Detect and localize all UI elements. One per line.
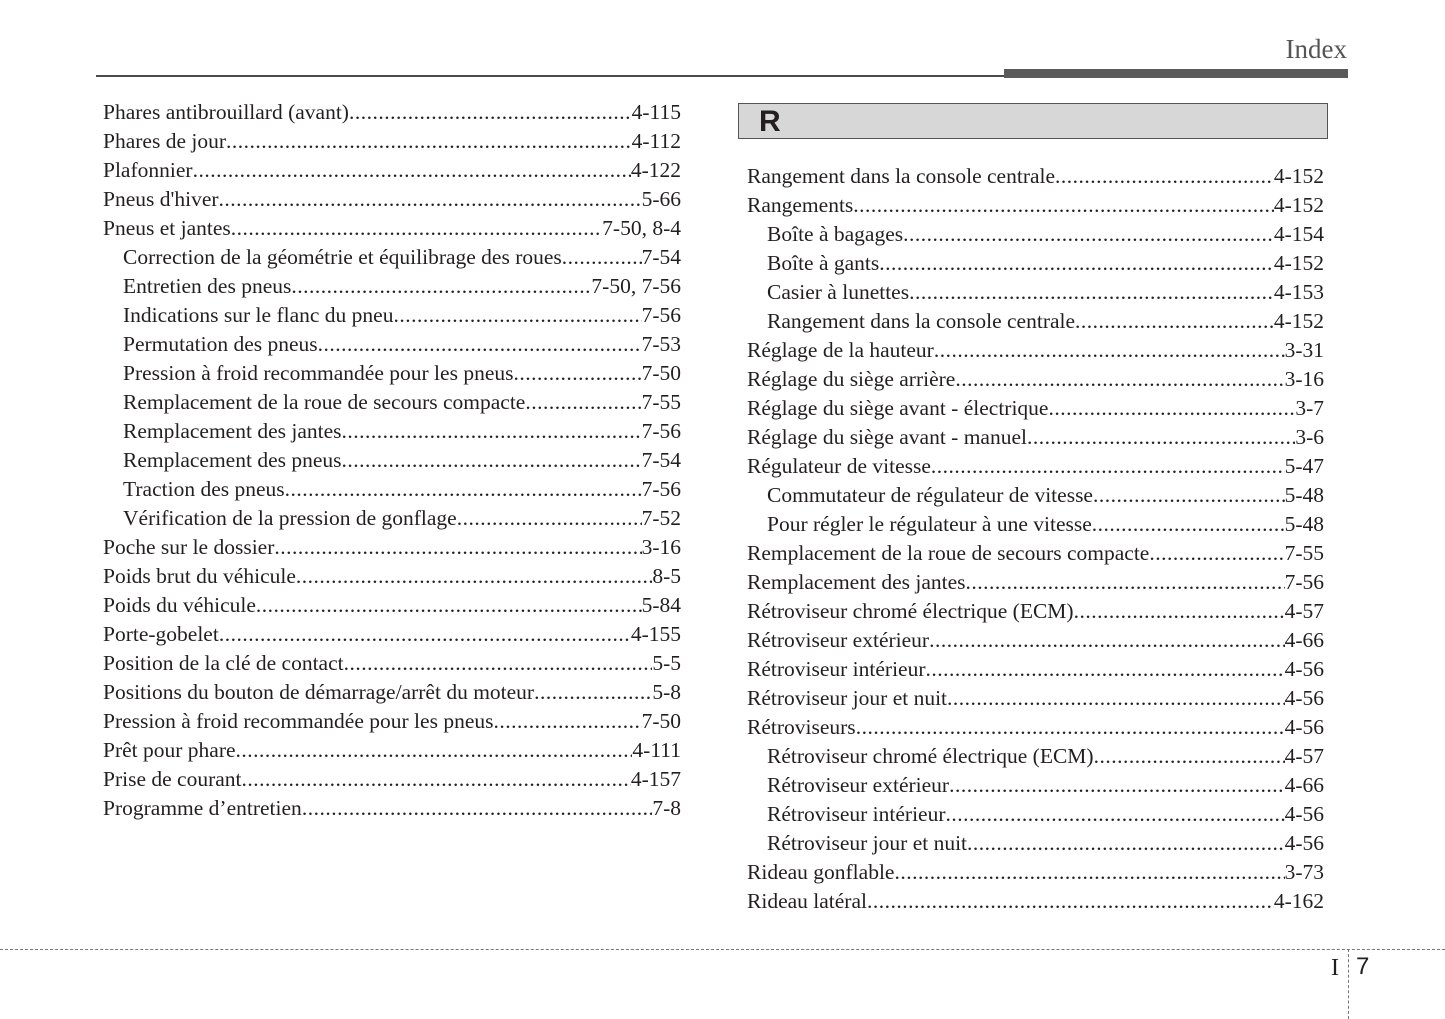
dot-leader [534,678,652,707]
index-subentry [747,481,1324,510]
entry-label: Régulateur de vitesse [747,454,931,478]
entry-label: Rangement dans la console centrale [767,309,1076,333]
dot-leader [1027,423,1295,452]
index-entry [103,736,681,765]
dot-leader [242,765,631,794]
entry-page: 5-5 [652,651,681,675]
entry-page: 4-155 [630,622,681,646]
index-entry [103,649,681,678]
entry-page: 4-111 [632,738,681,762]
entry-label: Position de la clé de contact [103,651,344,675]
index-entry [103,620,681,649]
entry-page: 4-152 [1273,193,1324,217]
index-subentry [103,330,681,359]
index-subentry [747,278,1324,307]
index-entry [747,336,1324,365]
entry-label: Plafonnier [103,158,193,182]
entry-label: Remplacement de la roue de secours compacte [123,390,526,414]
entry-label: Réglage de la hauteur [747,338,934,362]
index-entry [747,394,1324,423]
dot-leader [853,191,1274,220]
dot-leader [949,771,1285,800]
entry-label: Prise de courant [103,767,242,791]
dot-leader [955,365,1284,394]
entry-label: Positions du bouton de démarrage/arrêt du moteur [103,680,535,704]
dot-leader [909,278,1274,307]
entry-page: 7-52 [641,506,681,530]
dot-leader [457,504,642,533]
index-column-left [103,98,681,823]
dot-leader [393,301,641,330]
dot-leader [929,626,1285,655]
entry-page: 4-162 [1273,889,1324,913]
dot-leader [231,214,602,243]
index-subentry [103,272,681,301]
index-entry [103,185,681,214]
section-letter: R [759,105,781,138]
dot-leader [226,127,632,156]
index-subentry [747,307,1324,336]
dot-leader [946,800,1285,829]
entry-label: Rétroviseur jour et nuit [747,686,948,710]
dot-leader [236,736,633,765]
index-entry [747,162,1324,191]
index-entry [103,591,681,620]
entry-page: 4-66 [1284,628,1324,652]
entry-page: 7-8 [652,796,681,820]
index-entry [747,452,1324,481]
index-entry [747,568,1324,597]
dot-leader [856,713,1285,742]
dot-leader [903,220,1274,249]
entry-label: Remplacement des jantes [747,570,966,594]
section-letter-box [738,103,1328,139]
page-header-title: Index [1285,34,1347,64]
entry-page: 4-56 [1284,715,1324,739]
entry-page: 4-115 [631,100,681,124]
entry-page: 4-112 [631,129,681,153]
index-subentry [747,220,1324,249]
entry-label: Traction des pneus [123,477,285,501]
index-entry [103,562,681,591]
dot-leader [1092,510,1285,539]
entry-label: Poids brut du véhicule [103,564,296,588]
entry-page: 5-47 [1284,454,1324,478]
entry-page: 4-152 [1273,251,1324,275]
entry-label: Remplacement des pneus [123,448,342,472]
index-entry [747,597,1324,626]
index-entry [747,684,1324,713]
dot-leader [342,417,642,446]
entry-page: 3-7 [1295,396,1324,420]
entry-label: Rétroviseur intérieur [767,802,946,826]
index-subentry [747,249,1324,278]
entry-label: Réglage du siège arrière [747,367,956,391]
dot-leader [867,887,1274,916]
dot-leader [562,243,642,272]
entry-label: Poche sur le dossier [103,535,275,559]
entry-label: Rétroviseur chromé électrique (ECM) [747,599,1074,623]
index-entry [103,127,681,156]
entry-label: Pression à froid recommandée pour les pneus [123,361,514,385]
entry-page: 3-73 [1284,860,1324,884]
dot-leader [967,829,1285,858]
entry-label: Permutation des pneus [123,332,318,356]
dot-leader [1074,597,1285,626]
entry-label: Entretien des pneus [123,274,292,298]
entry-page: 4-154 [1273,222,1324,246]
header-rule-accent [1004,69,1348,78]
entry-label: Correction de la géométrie et équilibrage des roues [123,245,562,269]
index-subentry [103,417,681,446]
index-entry [747,191,1324,220]
dot-leader [931,452,1285,481]
entry-page: 7-50, 7-56 [591,274,681,298]
entry-label: Rangements [747,193,854,217]
dot-leader [1048,394,1295,423]
index-subentry [103,504,681,533]
entry-label: Rideau gonflable [747,860,895,884]
index-subentry [103,243,681,272]
entry-page: 7-55 [641,390,681,414]
entry-page: 3-16 [641,535,681,559]
entry-label: Rétroviseur chromé électrique (ECM) [767,744,1094,768]
index-entry [103,98,681,127]
dot-leader [296,562,652,591]
entry-page: 7-56 [641,303,681,327]
entry-label: Rétroviseur extérieur [747,628,930,652]
dot-leader [342,446,642,475]
entry-label: Réglage du siège avant - électrique [747,396,1049,420]
dot-leader [274,533,641,562]
dot-leader [219,185,642,214]
dot-leader [513,359,641,388]
entry-label: Rétroviseur intérieur [747,657,926,681]
entry-page: 4-56 [1284,831,1324,855]
dot-leader [1075,307,1274,336]
dot-leader [1094,742,1285,771]
index-entry [103,156,681,185]
entry-page: 7-56 [1284,570,1324,594]
index-entry [103,765,681,794]
entry-label: Programme d’entretien [103,796,302,820]
index-subentry [103,475,681,504]
entry-page: 7-54 [641,448,681,472]
index-entry [103,678,681,707]
entry-page: 4-57 [1284,744,1324,768]
entry-label: Boîte à gants [767,251,880,275]
entry-label: Rétroviseur extérieur [767,773,950,797]
entry-label: Casier à lunettes [767,280,910,304]
index-subentry [747,771,1324,800]
entry-label: Rangement dans la console centrale [747,164,1056,188]
index-entry [747,887,1324,916]
dot-leader [302,794,653,823]
entry-page: 4-56 [1284,802,1324,826]
entry-page: 4-152 [1273,309,1324,333]
entry-page: 8-5 [652,564,681,588]
entry-page: 5-48 [1284,483,1324,507]
entry-label: Indications sur le flanc du pneu [123,303,394,327]
dot-leader [285,475,642,504]
entry-page: 7-50 [641,361,681,385]
entry-label: Rideau latéral [747,889,867,913]
index-entry [103,214,681,243]
dot-leader [291,272,591,301]
entry-label: Porte-gobelet [103,622,219,646]
index-entry [103,794,681,823]
entry-page: 7-53 [641,332,681,356]
entry-label: Phares de jour [103,129,226,153]
entry-page: 3-31 [1284,338,1324,362]
entry-label: Pour régler le régulateur à une vitesse [767,512,1092,536]
entry-label: Phares antibrouillard (avant) [103,100,349,124]
entry-label: Pneus et jantes [103,216,231,240]
entry-label: Pneus d'hiver [103,187,219,211]
index-entry [103,533,681,562]
index-entry [747,626,1324,655]
entry-page: 4-57 [1284,599,1324,623]
dot-leader [256,591,642,620]
entry-label: Rétroviseur jour et nuit [767,831,968,855]
footer-divider-vertical [1348,949,1349,1019]
entry-page: 4-66 [1284,773,1324,797]
dot-leader [493,707,641,736]
entry-label: Pression à froid recommandée pour les pneus [103,709,494,733]
dot-leader [193,156,631,185]
index-subentry [747,800,1324,829]
entry-page: 7-56 [641,419,681,443]
entry-page: 4-152 [1273,164,1324,188]
dot-leader [1093,481,1285,510]
entry-page: 7-50 [641,709,681,733]
footer-divider [0,949,1445,950]
dot-leader [219,620,631,649]
entry-page: 4-153 [1273,280,1324,304]
entry-page: 4-56 [1284,657,1324,681]
entry-label: Commutateur de régulateur de vitesse [767,483,1093,507]
dot-leader [926,655,1285,684]
entry-label: Rétroviseurs [747,715,856,739]
index-subentry [103,301,681,330]
entry-page: 4-157 [630,767,681,791]
index-entry [103,707,681,736]
entry-label: Boîte à bagages [767,222,904,246]
index-entry [747,858,1324,887]
dot-leader [525,388,641,417]
entry-page: 5-48 [1284,512,1324,536]
header-rule [96,75,1006,77]
index-entry [747,539,1324,568]
index-subentry [747,510,1324,539]
index-column-right [747,162,1324,916]
dot-leader [966,568,1285,597]
footer-section: I [1331,955,1339,981]
dot-leader [894,858,1284,887]
entry-page: 7-56 [641,477,681,501]
entry-page: 3-6 [1295,425,1324,449]
entry-page: 5-8 [652,680,681,704]
entry-page: 5-66 [641,187,681,211]
dot-leader [1149,539,1284,568]
entry-page: 7-50, 8-4 [602,216,681,240]
dot-leader [947,684,1285,713]
index-subentry [103,446,681,475]
index-entry [747,655,1324,684]
dot-leader [879,249,1274,278]
dot-leader [344,649,653,678]
entry-page: 5-84 [641,593,681,617]
index-subentry [747,742,1324,771]
dot-leader [934,336,1285,365]
index-subentry [103,388,681,417]
dot-leader [349,98,632,127]
entry-label: Vérification de la pression de gonflage [123,506,457,530]
entry-page: 7-54 [641,245,681,269]
entry-page: 4-56 [1284,686,1324,710]
entry-label: Remplacement de la roue de secours compacte [747,541,1150,565]
dot-leader [318,330,642,359]
dot-leader [1055,162,1274,191]
entry-label: Poids du véhicule [103,593,256,617]
entry-label: Réglage du siège avant - manuel [747,425,1027,449]
entry-page: 7-55 [1284,541,1324,565]
entry-label: Remplacement des jantes [123,419,342,443]
page-number: 7 [1356,953,1370,980]
entry-page: 3-16 [1284,367,1324,391]
index-entry [747,423,1324,452]
index-subentry [103,359,681,388]
index-entry [747,365,1324,394]
entry-page: 4-122 [630,158,681,182]
index-entry [747,713,1324,742]
index-subentry [747,829,1324,858]
entry-label: Prêt pour phare [103,738,236,762]
